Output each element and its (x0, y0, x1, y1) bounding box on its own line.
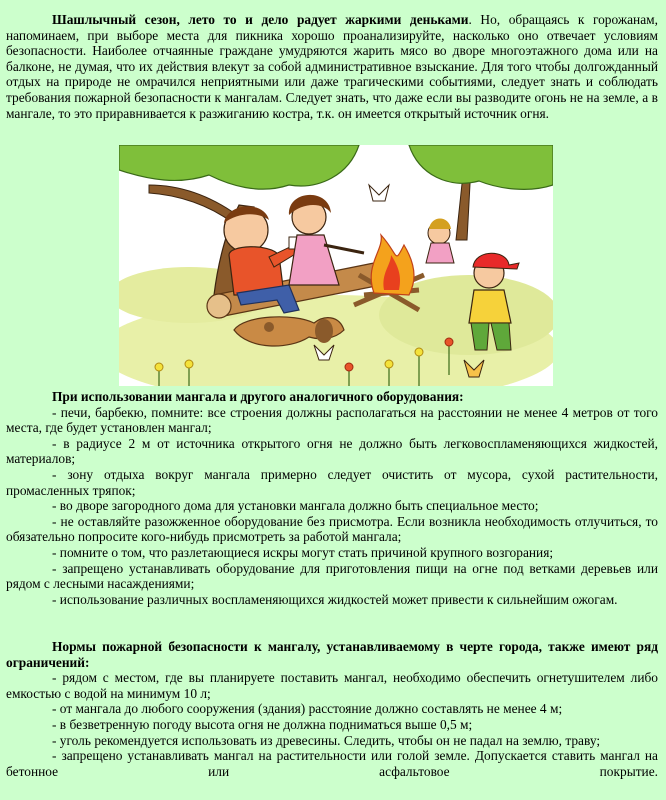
section2-item-4: - уголь рекомендуется использовать из древесины. Следить, чтобы он не падал на землю, траву; (52, 732, 601, 748)
section2-item-1: - рядом с местом, где вы планируете поставить мангал, необходимо обеспечить огнетушителем либо емкостью с водой на минимум 10 л; (6, 670, 658, 701)
section1-item-4: - во дворе загородного дома для установки мангала должно быть специальное место; (52, 498, 539, 514)
intro-paragraph (6, 12, 658, 121)
section2-item-2: - от мангала до любого сооружения (здания) расстояние должно составлять не менее 4 м; (52, 701, 563, 717)
section1-item-3: - зону отдыха вокруг мангала примерно следует очистить от мусора, сухой растительности, промасленных тряпок; (6, 466, 658, 498)
section1-item-7: - запрещено устанавливать оборудование для приготовления пищи на огне под ветками деревьев или рядом с лесными насаждениями; (6, 560, 658, 592)
picnic-illustration (119, 145, 553, 386)
section1-item-2: - в радиусе 2 м от источника открытого огня не должно быть легковоспламеняющихся жидкостей, материалов; (6, 435, 658, 467)
section1-item-5: - не оставляйте разожженное оборудование без присмотра. Если возникла необходимость отлучиться, то обязательно попросите кого-нибудь присмотреть за работой мангала; (6, 513, 658, 545)
section2-item-5: - запрещено устанавливать мангал на растительности или голой земле. Допускается ставить мангал на бетонное или асфальтовое покрытие. (6, 748, 658, 779)
picnic-scene-drawing (119, 145, 553, 386)
section2-item-3: - в безветренную погоду высота огня не должна подниматься выше 0,5 м; (52, 716, 473, 732)
section-city-rules (6, 639, 658, 779)
section1-item-8: - использование различных воспламеняющихся жидкостей может привести к сильнейшим ожогам. (52, 591, 618, 607)
section-grill-rules (6, 389, 658, 607)
section1-item-6: - помните о том, что разлетающиеся искры могут стать причиной крупного возгорания; (52, 544, 554, 560)
intro-lead-bold: Шашлычный сезон, лето то и дело радует жаркими деньками (52, 12, 469, 27)
section2-heading: Нормы пожарной безопасности к мангалу, устанавливаемому в черте города, также имеют ряд ограничений: (6, 639, 658, 670)
intro-text: . Но, обращаясь к горожанам, напоминаем, при выборе места для пикника хорошо проанализируйте, насколько оно отвечает условиям безопасности. Наиболее отчаянные граждане умудряются жарить мясо во дворе многоэтажного дома или на балконе, не думая, что их действия влекут за собой административное взыскание. Для того чтобы долгожданный отдых на природе не омрачился неприятными или даже трагическими событиями, следует знать и соблюдать требования пожарной безопасности к мангалам. Следует знать, что даже если вы разводите огонь не на земле, а в мангале, то это приравнивается к разжиганию костра, т.к. он имеется открытый источник огня. (6, 12, 658, 121)
intro-block (6, 12, 658, 121)
section1-heading: При использовании мангала и другого аналогичного оборудования: (52, 389, 464, 404)
section1-item-1: - печи, барбекю, помните: все строения должны располагаться на расстоянии не менее 4 метров от того места, где будет установлен мангал; (6, 404, 658, 436)
